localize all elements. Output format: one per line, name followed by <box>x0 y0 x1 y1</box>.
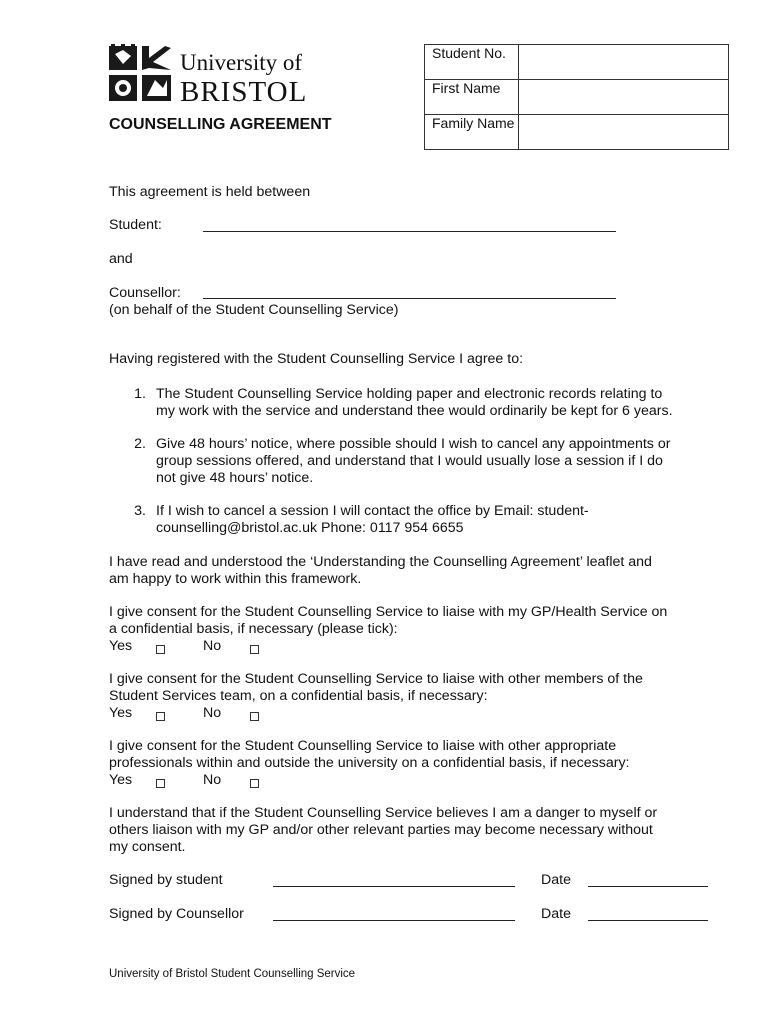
date-label: Date <box>541 906 571 922</box>
list-item-line: counselling@bristol.ac.uk Phone: 0117 954 6655 <box>156 520 464 536</box>
list-item-line: not give 48 hours’ notice. <box>156 470 314 486</box>
on-behalf-text: (on behalf of the Student Counselling Service) <box>109 302 399 318</box>
consent-text-line: I give consent for the Student Counselling Service to liaise with other appropriate <box>109 738 617 754</box>
family-name-field[interactable] <box>519 115 729 150</box>
counsellor-label: Counsellor: <box>109 285 181 301</box>
list-item-line: group sessions offered, and understand that I would usually lose a session if I do <box>156 453 663 469</box>
yes-checkbox[interactable] <box>156 709 165 727</box>
consent-text-line: I give consent for the Student Counselling Service to liaise with other members of the <box>109 671 643 687</box>
signed-by-counsellor-label: Signed by Counsellor <box>109 906 244 922</box>
student-date-field[interactable] <box>588 886 708 887</box>
consent-text-line: I give consent for the Student Counselling Service to liaise with my GP/Health Service on <box>109 604 668 620</box>
danger-text-line: I understand that if the Student Counselling Service believes I am a danger to myself or <box>109 805 658 821</box>
page-title: COUNSELLING AGREEMENT <box>109 116 332 133</box>
counsellor-name-line[interactable] <box>203 298 616 299</box>
university-crest-logo <box>109 44 173 102</box>
list-item-line: The Student Counselling Service holding paper and electronic records relating to <box>156 386 663 402</box>
agree-intro-text: Having registered with the Student Counselling Service I agree to: <box>109 351 524 367</box>
list-item-number: 1. <box>134 386 146 402</box>
counsellor-date-field[interactable] <box>588 920 708 921</box>
yes-checkbox[interactable] <box>156 776 165 794</box>
logo-text-bristol: BRISTOL <box>180 76 308 108</box>
read-understood-line: am happy to work within this framework. <box>109 571 362 587</box>
yes-label: Yes <box>109 705 133 721</box>
no-checkbox[interactable] <box>250 776 259 794</box>
student-signature-line[interactable] <box>203 231 616 232</box>
student-label: Student: <box>109 217 162 233</box>
student-signature-field[interactable] <box>273 886 515 887</box>
first-name-label: First Name <box>425 80 519 115</box>
yes-label: Yes <box>109 772 133 788</box>
list-item-line: If I wish to cancel a session I will contact the office by Email: student- <box>156 503 589 519</box>
no-label: No <box>203 772 222 788</box>
danger-text-line: my consent. <box>109 839 186 855</box>
and-text: and <box>109 251 133 267</box>
first-name-field[interactable] <box>519 80 729 115</box>
no-label: No <box>203 638 222 654</box>
no-checkbox[interactable] <box>250 709 259 727</box>
list-item-line: Give 48 hours’ notice, where possible should I wish to cancel any appointments or <box>156 436 671 452</box>
intro-text: This agreement is held between <box>109 184 311 200</box>
no-checkbox[interactable] <box>250 642 259 660</box>
logo-text-university-of: University of <box>180 50 303 75</box>
consent-text-line: a confidential basis, if necessary (please tick): <box>109 621 398 637</box>
no-label: No <box>203 705 222 721</box>
yes-label: Yes <box>109 638 133 654</box>
student-no-label: Student No. <box>425 45 519 80</box>
yes-checkbox[interactable] <box>156 642 165 660</box>
danger-text-line: others liaison with my GP and/or other relevant parties may become necessary without <box>109 822 653 838</box>
consent-text-line: Student Services team, on a confidential basis, if necessary: <box>109 688 488 704</box>
list-item-number: 2. <box>134 436 146 452</box>
read-understood-line: I have read and understood the ‘Understanding the Counselling Agreement’ leaflet and <box>109 554 652 570</box>
date-label: Date <box>541 872 571 888</box>
signed-by-student-label: Signed by student <box>109 872 223 888</box>
list-item-line: my work with the service and understand thee would ordinarily be kept for 6 years. <box>156 403 673 419</box>
counsellor-signature-field[interactable] <box>273 920 515 921</box>
list-item-number: 3. <box>134 503 146 519</box>
student-no-field[interactable] <box>519 45 729 80</box>
family-name-label: Family Name <box>425 115 519 150</box>
consent-text-line: professionals within and outside the university on a confidential basis, if necessary: <box>109 755 630 771</box>
page-footer: University of Bristol Student Counselling Service <box>109 968 356 980</box>
student-id-table <box>424 44 729 150</box>
